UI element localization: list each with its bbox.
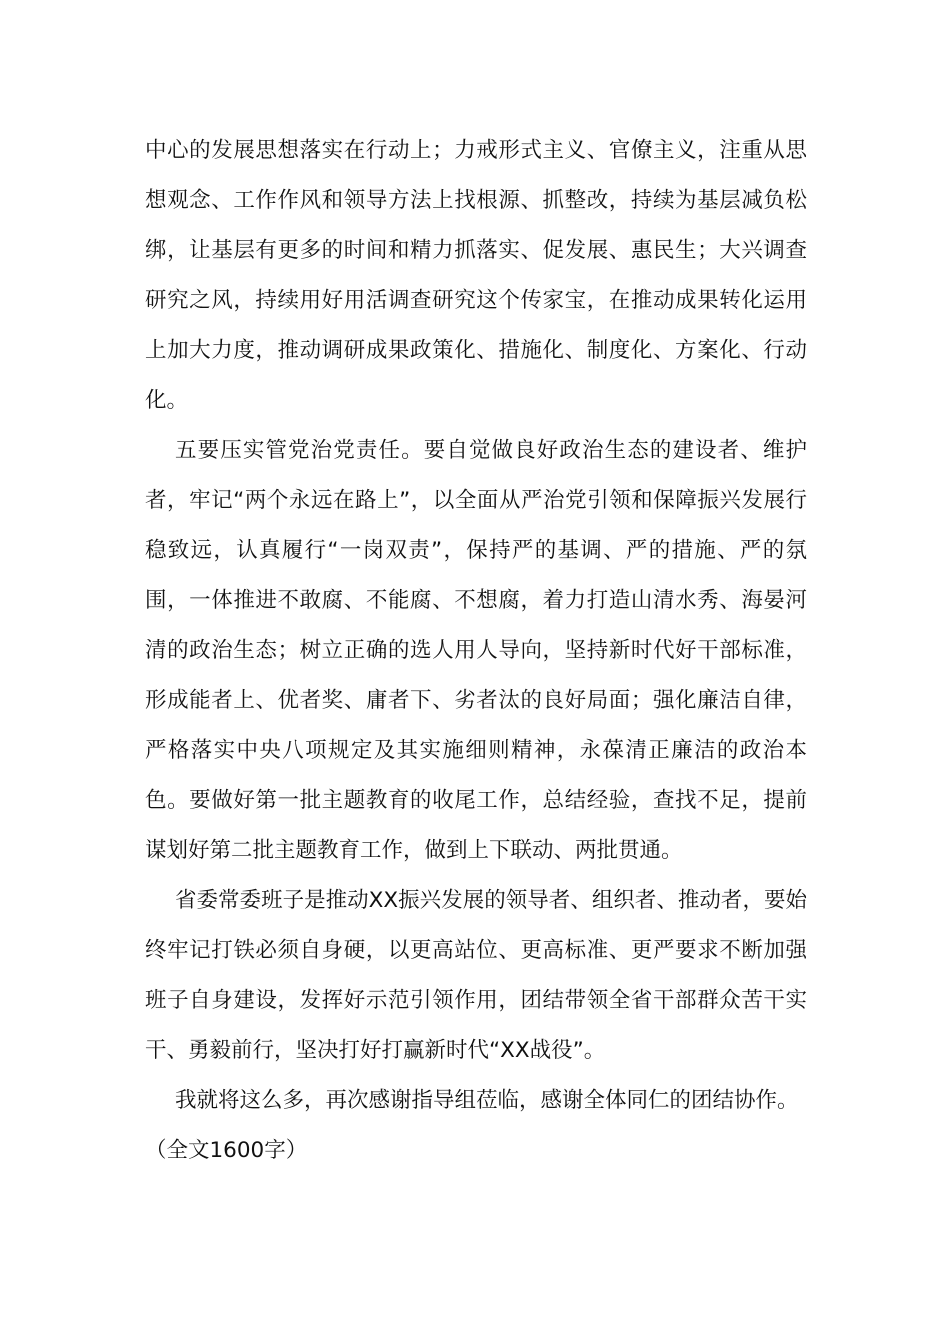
paragraph-standing-committee: 省委常委班子是推动XX振兴发展的领导者、组织者、推动者，要始终牢记打铁必须自身硬，以更高站位、更高标准、更严要求不断加强班子自身建设，发挥好示范引领作用，团结带领全省干部群众苦干实干、勇毅前行，坚决打好打赢新时代“XX战役”。 bbox=[145, 888, 807, 1063]
document-body bbox=[145, 126, 807, 1176]
word-count-note: （全文1600字） bbox=[145, 1138, 308, 1163]
paragraph-closing-thanks: 我就将这么多，再次感谢指导组莅临，感谢全体同仁的团结协作。 bbox=[175, 1088, 799, 1113]
paragraph-continuation: 中心的发展思想落实在行动上；力戒形式主义、官僚主义，注重从思想观念、工作作风和领导方法上找根源、抓整改，持续为基层减负松绑，让基层有更多的时间和精力抓落实、促发展、惠民生；大兴调查研究之风，持续用好用活调查研究这个传家宝，在推动成果转化运用上加大力度，推动调研成果政策化、措施化、制度化、方案化、行动化。 bbox=[145, 138, 807, 413]
paragraph-party-governance: 五要压实管党治党责任。要自觉做良好政治生态的建设者、维护者，牢记“两个永远在路上”，以全面从严治党引领和保障振兴发展行稳致远，认真履行“一岗双责”，保持严的基调、严的措施、严的氛围，一体推进不敢腐、不能腐、不想腐，着力打造山清水秀、海晏河清的政治生态；树立正确的选人用人导向，坚持新时代好干部标准，形成能者上、优者奖、庸者下、劣者汰的良好局面；强化廉洁自律，严格落实中央八项规定及其实施细则精神，永葆清正廉洁的政治本色。要做好第一批主题教育的收尾工作，总结经验，查找不足，提前谋划好第二批主题教育工作，做到上下联动、两批贯通。 bbox=[145, 438, 807, 863]
